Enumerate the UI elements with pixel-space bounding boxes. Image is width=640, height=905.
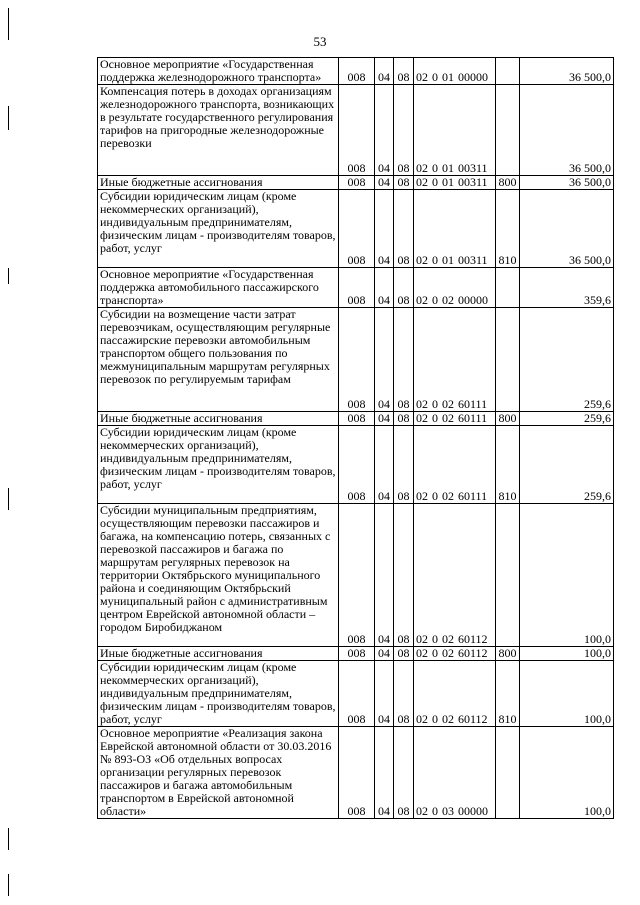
grbs-code: 008	[339, 727, 375, 819]
target-article-code: 02 0 01 00000	[414, 58, 496, 85]
table-row	[98, 727, 614, 819]
table-row	[98, 426, 614, 504]
row-name: Субсидии юридическим лицам (кроме некоммерческих организаций), индивидуальным предпринимателям, физическим лицам - производителям товаров, работ, услуг	[98, 190, 339, 268]
scan-margin-mark	[8, 8, 9, 40]
table-row	[98, 58, 614, 85]
target-article-code: 02 0 02 60112	[414, 504, 496, 647]
target-article-code: 02 0 02 60111	[414, 426, 496, 504]
section-code: 04	[375, 647, 394, 661]
row-name: Основное мероприятие «Государственная поддержка автомобильного пассажирского транспорта»	[98, 268, 339, 308]
scan-margin-mark	[8, 106, 9, 130]
expense-type-code	[496, 268, 520, 308]
amount: 36 500,0	[520, 190, 614, 268]
expense-type-code: 800	[496, 412, 520, 426]
subsection-code: 08	[394, 426, 414, 504]
grbs-code: 008	[339, 661, 375, 727]
row-name: Основное мероприятие «Государственная поддержка железнодорожного транспорта»	[98, 58, 339, 85]
amount: 259,6	[520, 308, 614, 412]
row-name: Субсидии на возмещение части затрат перевозчикам, осуществляющим регулярные пассажирские перевозки автомобильным транспортом общего пользования по межмуниципальным маршрутам регулярных перевозок по регулируемым тарифам	[98, 308, 339, 412]
subsection-code: 08	[394, 727, 414, 819]
section-code: 04	[375, 661, 394, 727]
row-name: Основное мероприятие «Реализация закона Еврейской автономной области от 30.03.2016 № 893-ОЗ «Об отдельных вопросах организации регулярных перевозок пассажиров и багажа автомобильным транспортом в Еврейской автономной области»	[98, 727, 339, 819]
subsection-code: 08	[394, 661, 414, 727]
grbs-code: 008	[339, 308, 375, 412]
row-name: Субсидии муниципальным предприятиям, осуществляющим перевозки пассажиров и багажа, на компенсацию потерь, связанных с перевозкой пассажиров и багажа по маршрутам регулярных перевозок на территории Октябрьского муниципального района и соединяющим Октябрьский муниципальный район с административным центром Еврейской автономной области – городом Биробиджаном	[98, 504, 339, 647]
amount: 100,0	[520, 647, 614, 661]
grbs-code: 008	[339, 412, 375, 426]
table-row	[98, 308, 614, 412]
expense-type-code	[496, 58, 520, 85]
table-row	[98, 661, 614, 727]
target-article-code: 02 0 03 00000	[414, 727, 496, 819]
expense-type-code	[496, 308, 520, 412]
expense-type-code: 800	[496, 647, 520, 661]
target-article-code: 02 0 02 60112	[414, 647, 496, 661]
grbs-code: 008	[339, 268, 375, 308]
scan-margin-mark	[8, 874, 9, 896]
amount: 259,6	[520, 412, 614, 426]
target-article-code: 02 0 02 60111	[414, 412, 496, 426]
section-code: 04	[375, 308, 394, 412]
amount: 100,0	[520, 504, 614, 647]
table-row	[98, 176, 614, 190]
subsection-code: 08	[394, 176, 414, 190]
expense-type-code: 800	[496, 176, 520, 190]
grbs-code: 008	[339, 504, 375, 647]
row-name: Иные бюджетные ассигнования	[98, 412, 339, 426]
grbs-code: 008	[339, 85, 375, 176]
section-code: 04	[375, 504, 394, 647]
grbs-code: 008	[339, 190, 375, 268]
section-code: 04	[375, 85, 394, 176]
amount: 36 500,0	[520, 58, 614, 85]
expense-type-code: 810	[496, 661, 520, 727]
subsection-code: 08	[394, 85, 414, 176]
amount: 36 500,0	[520, 176, 614, 190]
expense-type-code	[496, 727, 520, 819]
subsection-code: 08	[394, 504, 414, 647]
page-number: 53	[313, 34, 327, 49]
subsection-code: 08	[394, 268, 414, 308]
target-article-code: 02 0 02 60112	[414, 661, 496, 727]
table-row	[98, 85, 614, 176]
scan-margin-mark	[8, 488, 9, 510]
expense-type-code: 810	[496, 426, 520, 504]
amount: 259,6	[520, 426, 614, 504]
subsection-code: 08	[394, 58, 414, 85]
row-name: Иные бюджетные ассигнования	[98, 176, 339, 190]
amount: 359,6	[520, 268, 614, 308]
budget-table	[97, 57, 614, 819]
expense-type-code	[496, 504, 520, 647]
section-code: 04	[375, 426, 394, 504]
target-article-code: 02 0 02 00000	[414, 268, 496, 308]
grbs-code: 008	[339, 647, 375, 661]
expense-type-code	[496, 85, 520, 176]
table-row	[98, 268, 614, 308]
table-row	[98, 504, 614, 647]
subsection-code: 08	[394, 190, 414, 268]
grbs-code: 008	[339, 176, 375, 190]
scan-margin-mark	[8, 828, 9, 850]
row-name: Субсидии юридическим лицам (кроме некоммерческих организаций), индивидуальным предпринимателям, физическим лицам - производителям товаров, работ, услуг	[98, 426, 339, 504]
expense-type-code: 810	[496, 190, 520, 268]
section-code: 04	[375, 176, 394, 190]
table-row	[98, 190, 614, 268]
grbs-code: 008	[339, 426, 375, 504]
scan-margin-mark	[8, 268, 9, 284]
subsection-code: 08	[394, 308, 414, 412]
target-article-code: 02 0 01 00311	[414, 176, 496, 190]
section-code: 04	[375, 268, 394, 308]
table-row	[98, 412, 614, 426]
subsection-code: 08	[394, 647, 414, 661]
row-name: Компенсация потерь в доходах организациям железнодорожного транспорта, возникающих в результате государственного регулирования тарифов на пригородные железнодорожные перевозки	[98, 85, 339, 176]
target-article-code: 02 0 01 00311	[414, 85, 496, 176]
grbs-code: 008	[339, 58, 375, 85]
section-code: 04	[375, 727, 394, 819]
target-article-code: 02 0 01 00311	[414, 190, 496, 268]
subsection-code: 08	[394, 412, 414, 426]
section-code: 04	[375, 412, 394, 426]
row-name: Иные бюджетные ассигнования	[98, 647, 339, 661]
amount: 100,0	[520, 727, 614, 819]
section-code: 04	[375, 190, 394, 268]
amount: 36 500,0	[520, 85, 614, 176]
target-article-code: 02 0 02 60111	[414, 308, 496, 412]
section-code: 04	[375, 58, 394, 85]
row-name: Субсидии юридическим лицам (кроме некоммерческих организаций), индивидуальным предпринимателям, физическим лицам - производителям товаров, работ, услуг	[98, 661, 339, 727]
table-row	[98, 647, 614, 661]
amount: 100,0	[520, 661, 614, 727]
